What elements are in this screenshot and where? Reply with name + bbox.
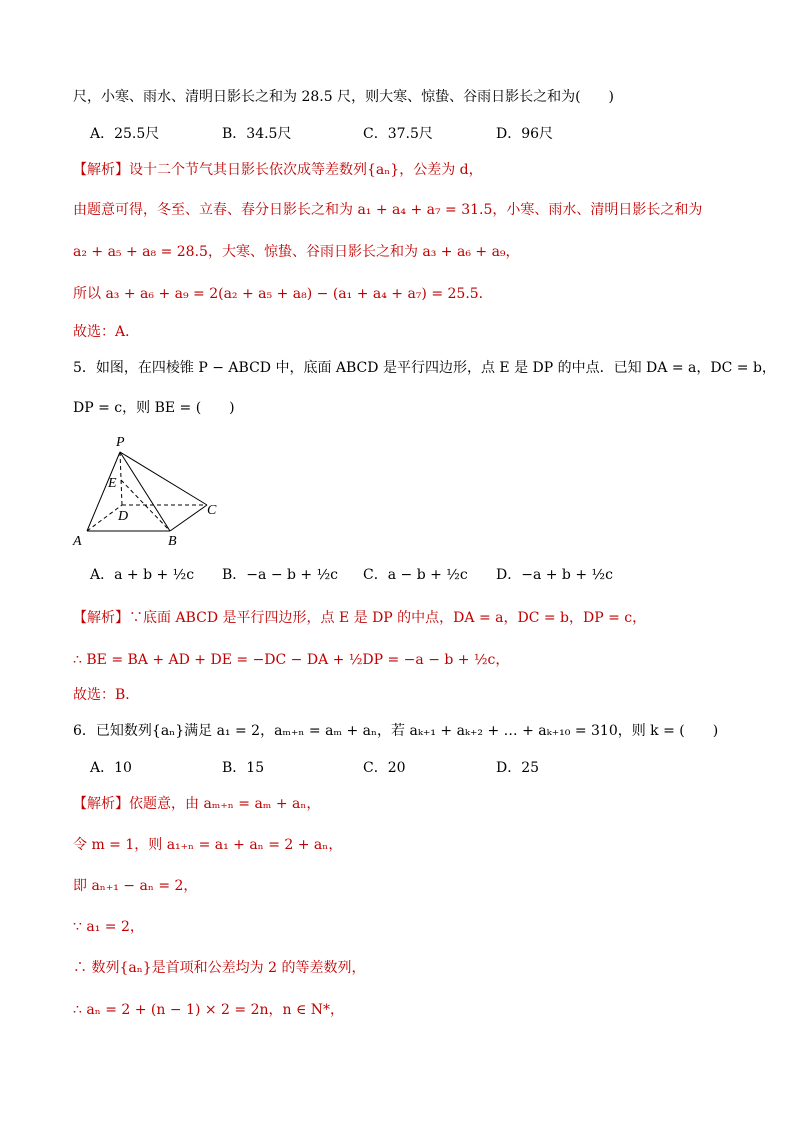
q4-option-c: C．37.5尺 <box>363 126 433 142</box>
q5-solution-line-1 <box>73 608 646 628</box>
q5-option-d: D．−a + b + ½c <box>496 567 613 583</box>
label-d: D <box>118 509 129 524</box>
q5-solution-line-2: ∴ BE = BA + AD + DE = −DC − DA + ½DP = −a − b + ½c， <box>73 652 510 668</box>
q6-solution-line-2: 令 m = 1，则 a₁₊ₙ = a₁ + aₙ = 2 + aₙ， <box>73 837 343 853</box>
q5-stem-line-2: DP = c，则 BE = ( ) <box>73 400 235 416</box>
q6-solution-line-6: ∴ aₙ = 2 + (n − 1) × 2 = 2n，n ∈ N*， <box>73 1002 345 1018</box>
q5-stem-line-1: 5．如图，在四棱锥 P − ABCD 中，底面 ABCD 是平行四边形，点 E 是 DP 的中点．已知 DA = a，DC = b， <box>73 360 776 376</box>
label-c: C <box>207 503 217 518</box>
solution-tag: 【解析】 <box>73 162 129 178</box>
q4-solution-line-3: a₂ + a₅ + a₈ = 28.5，大寒、惊蛰、谷雨日影长之和为 a₃ + a₆ + a₉， <box>73 244 520 260</box>
q4-option-d: D．96尺 <box>496 126 554 142</box>
q4-answer: 故选：A． <box>73 324 140 340</box>
q6-solution-line-1 <box>73 794 320 814</box>
solution-tag: 【解析】 <box>73 796 129 812</box>
label-e: E <box>108 476 117 491</box>
q5-option-c: C．a − b + ½c <box>363 567 468 583</box>
q4-solution-text-1: 设十二个节气其日影长依次成等差数列{aₙ}，公差为 d， <box>129 162 483 178</box>
q5-option-a: A．a + b + ½c <box>90 567 195 583</box>
q6-option-c: C．20 <box>363 760 406 776</box>
q6-solution-line-4: ∵ a₁ = 2， <box>73 919 144 935</box>
q5-answer: 故选：B． <box>73 687 140 703</box>
q5-option-b: B．−a − b + ½c <box>222 567 338 583</box>
label-b: B <box>168 534 177 549</box>
q6-stem: 6．已知数列{aₙ}满足 a₁ = 2，aₘ₊ₙ = aₘ + aₙ，若 aₖ₊₁ + aₖ₊₂ + … + aₖ₊₁₀ = 310，则 k = ( ) <box>73 723 719 739</box>
q6-solution-line-5: ∴ 数列{aₙ}是首项和公差均为 2 的等差数列， <box>73 960 366 976</box>
pyramid-figure <box>70 432 230 550</box>
q6-solution-text-1: 依题意，由 aₘ₊ₙ = aₘ + aₙ， <box>129 796 321 812</box>
q4-option-a: A．25.5尺 <box>90 126 160 142</box>
q5-solution-text-1: ∵底面 ABCD 是平行四边形，点 E 是 DP 的中点，DA = a，DC = b，DP = c， <box>129 610 647 626</box>
q4-option-b: B．34.5尺 <box>222 126 292 142</box>
q4-solution-line-2: 由题意可得，冬至、立春、春分日影长之和为 a₁ + a₄ + a₇ = 31.5，小寒、雨水、清明日影长之和为 <box>73 202 703 218</box>
q6-option-a: A．10 <box>90 760 132 776</box>
q6-option-d: D．25 <box>496 760 540 776</box>
solution-tag: 【解析】 <box>73 610 129 626</box>
q4-solution-line-4: 所以 a₃ + a₆ + a₉ = 2(a₂ + a₅ + a₈) − (a₁ + a₄ + a₇) = 25.5． <box>73 286 493 302</box>
label-a: A <box>73 534 82 549</box>
q6-solution-line-3: 即 aₙ₊₁ − aₙ = 2， <box>73 878 198 894</box>
label-p: P <box>116 435 125 450</box>
q6-option-b: B．15 <box>222 760 265 776</box>
q4-stem-end: 尺，小寒、雨水、清明日影长之和为 28.5 尺，则大寒、惊蛰、谷雨日影长之和为( ) <box>73 89 614 105</box>
q4-solution-line-1 <box>73 160 483 180</box>
